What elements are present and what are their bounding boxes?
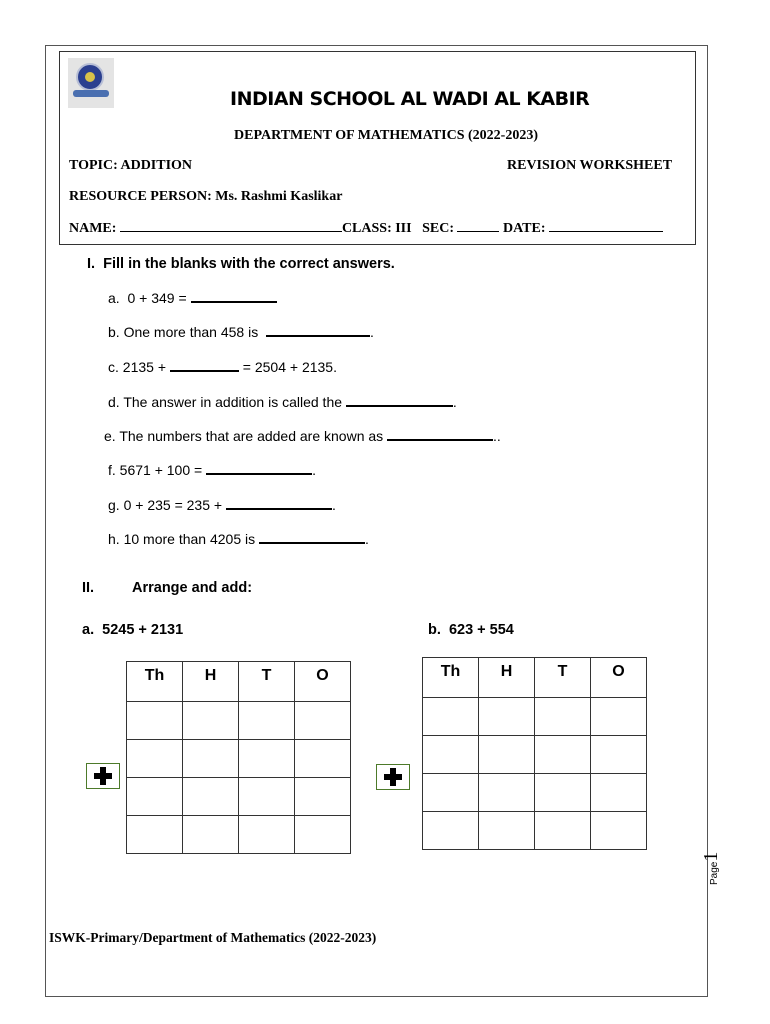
- section-1-title: I. Fill in the blanks with the correct answers.: [87, 256, 395, 272]
- grid-cell[interactable]: [591, 774, 647, 812]
- grid-cell[interactable]: [239, 816, 295, 854]
- question-text: One more than 458 is: [123, 324, 263, 340]
- grid-cell[interactable]: [535, 698, 591, 736]
- column-header: Th: [127, 662, 183, 702]
- question-a: [108, 289, 277, 306]
- grid-cell[interactable]: [239, 740, 295, 778]
- answer-blank[interactable]: [259, 530, 365, 544]
- name-label: NAME:: [69, 221, 120, 236]
- question-text-end: ..: [493, 428, 501, 444]
- question-text: 2135 +: [122, 359, 170, 375]
- grid-cell[interactable]: [535, 736, 591, 774]
- grid-cell[interactable]: [183, 740, 239, 778]
- question-label: e.: [104, 428, 116, 444]
- column-header: H: [479, 658, 535, 698]
- sec-field[interactable]: [457, 220, 499, 232]
- question-g: [108, 496, 336, 513]
- question-c: [108, 358, 337, 375]
- grid-cell[interactable]: [295, 740, 351, 778]
- column-header: T: [535, 658, 591, 698]
- plus-icon: [376, 764, 410, 790]
- header-box: [59, 51, 696, 245]
- grid-cell[interactable]: [295, 778, 351, 816]
- question-label: f.: [108, 462, 116, 478]
- question-e: [104, 427, 501, 444]
- question-b: [108, 323, 374, 340]
- answer-blank[interactable]: [226, 496, 332, 510]
- question-label: a.: [108, 290, 120, 306]
- name-field[interactable]: [120, 220, 342, 232]
- department-title: DEPARTMENT OF MATHEMATICS (2022-2023): [234, 128, 539, 143]
- grid-cell[interactable]: [127, 816, 183, 854]
- grid-cell[interactable]: [591, 736, 647, 774]
- question-text: The answer in addition is called the: [123, 394, 346, 410]
- grid-cell[interactable]: [183, 702, 239, 740]
- grid-cell[interactable]: [535, 812, 591, 850]
- grid-cell[interactable]: [479, 774, 535, 812]
- grid-cell[interactable]: [479, 736, 535, 774]
- topic-label: TOPIC: ADDITION: [69, 158, 193, 173]
- grid-cell[interactable]: [183, 778, 239, 816]
- section-2-numeral: II.: [82, 580, 95, 596]
- grid-cell[interactable]: [127, 778, 183, 816]
- question-text: 0 + 235 = 235 +: [123, 497, 226, 513]
- column-header: Th: [423, 658, 479, 698]
- column-header: H: [183, 662, 239, 702]
- column-header: O: [295, 662, 351, 702]
- grid-cell[interactable]: [423, 698, 479, 736]
- answer-blank[interactable]: [191, 289, 277, 303]
- plus-icon: [86, 763, 120, 789]
- answer-blank[interactable]: [346, 393, 453, 407]
- question-text: The numbers that are added are known as: [119, 428, 388, 444]
- grid-cell[interactable]: [423, 812, 479, 850]
- grid-cell[interactable]: [295, 702, 351, 740]
- grid-cell[interactable]: [127, 702, 183, 740]
- grid-cell[interactable]: [423, 736, 479, 774]
- question-label: g.: [108, 497, 120, 513]
- place-value-grid-b: [422, 657, 647, 850]
- school-logo-icon: [68, 58, 114, 108]
- grid-cell[interactable]: [127, 740, 183, 778]
- question-text: 10 more than 4205 is: [123, 531, 259, 547]
- grid-cell[interactable]: [239, 778, 295, 816]
- question-text-end: .: [331, 497, 336, 513]
- question-label: c.: [108, 359, 119, 375]
- sum-a: a. 5245 + 2131: [82, 622, 184, 638]
- grid-cell[interactable]: [591, 698, 647, 736]
- grid-cell[interactable]: [295, 816, 351, 854]
- grid-cell[interactable]: [591, 812, 647, 850]
- sum-b: b. 623 + 554: [428, 622, 514, 638]
- question-text-end: = 2504 + 2135.: [238, 359, 337, 375]
- question-label: h.: [108, 531, 120, 547]
- grid-cell[interactable]: [479, 812, 535, 850]
- grid-cell[interactable]: [535, 774, 591, 812]
- page-number-value: 1: [700, 851, 722, 862]
- worksheet-type: REVISION WORKSHEET: [507, 158, 673, 173]
- answer-blank[interactable]: [266, 323, 370, 337]
- sec-label: SEC:: [422, 221, 458, 236]
- grid-cell[interactable]: [423, 774, 479, 812]
- section-2-title: Arrange and add:: [132, 580, 253, 596]
- answer-blank[interactable]: [170, 358, 239, 372]
- answer-blank[interactable]: [206, 461, 312, 475]
- question-label: b.: [108, 324, 120, 340]
- grid-cell[interactable]: [479, 698, 535, 736]
- question-text-end: .: [370, 324, 374, 340]
- question-text-end: .: [312, 462, 316, 478]
- footer-text: ISWK-Primary/Department of Mathematics (2022-2023): [49, 930, 377, 945]
- question-text-end: .: [365, 531, 369, 547]
- question-text-end: .: [452, 394, 457, 410]
- date-field[interactable]: [549, 220, 663, 232]
- question-f: [108, 461, 316, 478]
- student-info-line: [69, 220, 663, 237]
- question-h: [108, 530, 369, 547]
- class-label: CLASS: III: [341, 221, 412, 236]
- question-text: 5671 + 100 =: [119, 462, 207, 478]
- page-number: [700, 825, 720, 885]
- answer-blank[interactable]: [387, 427, 493, 441]
- question-d: [108, 393, 457, 410]
- page-label: Page: [709, 861, 720, 885]
- school-name: INDIAN SCHOOL AL WADI AL KABIR: [230, 88, 590, 110]
- place-value-grid-a: [126, 661, 351, 854]
- grid-cell[interactable]: [239, 702, 295, 740]
- column-header: T: [239, 662, 295, 702]
- question-text: 0 + 349 =: [127, 290, 191, 306]
- date-label: DATE:: [502, 221, 550, 236]
- question-label: d.: [108, 394, 120, 410]
- grid-cell[interactable]: [183, 816, 239, 854]
- column-header: O: [591, 658, 647, 698]
- resource-person: RESOURCE PERSON: Ms. Rashmi Kaslikar: [69, 189, 343, 204]
